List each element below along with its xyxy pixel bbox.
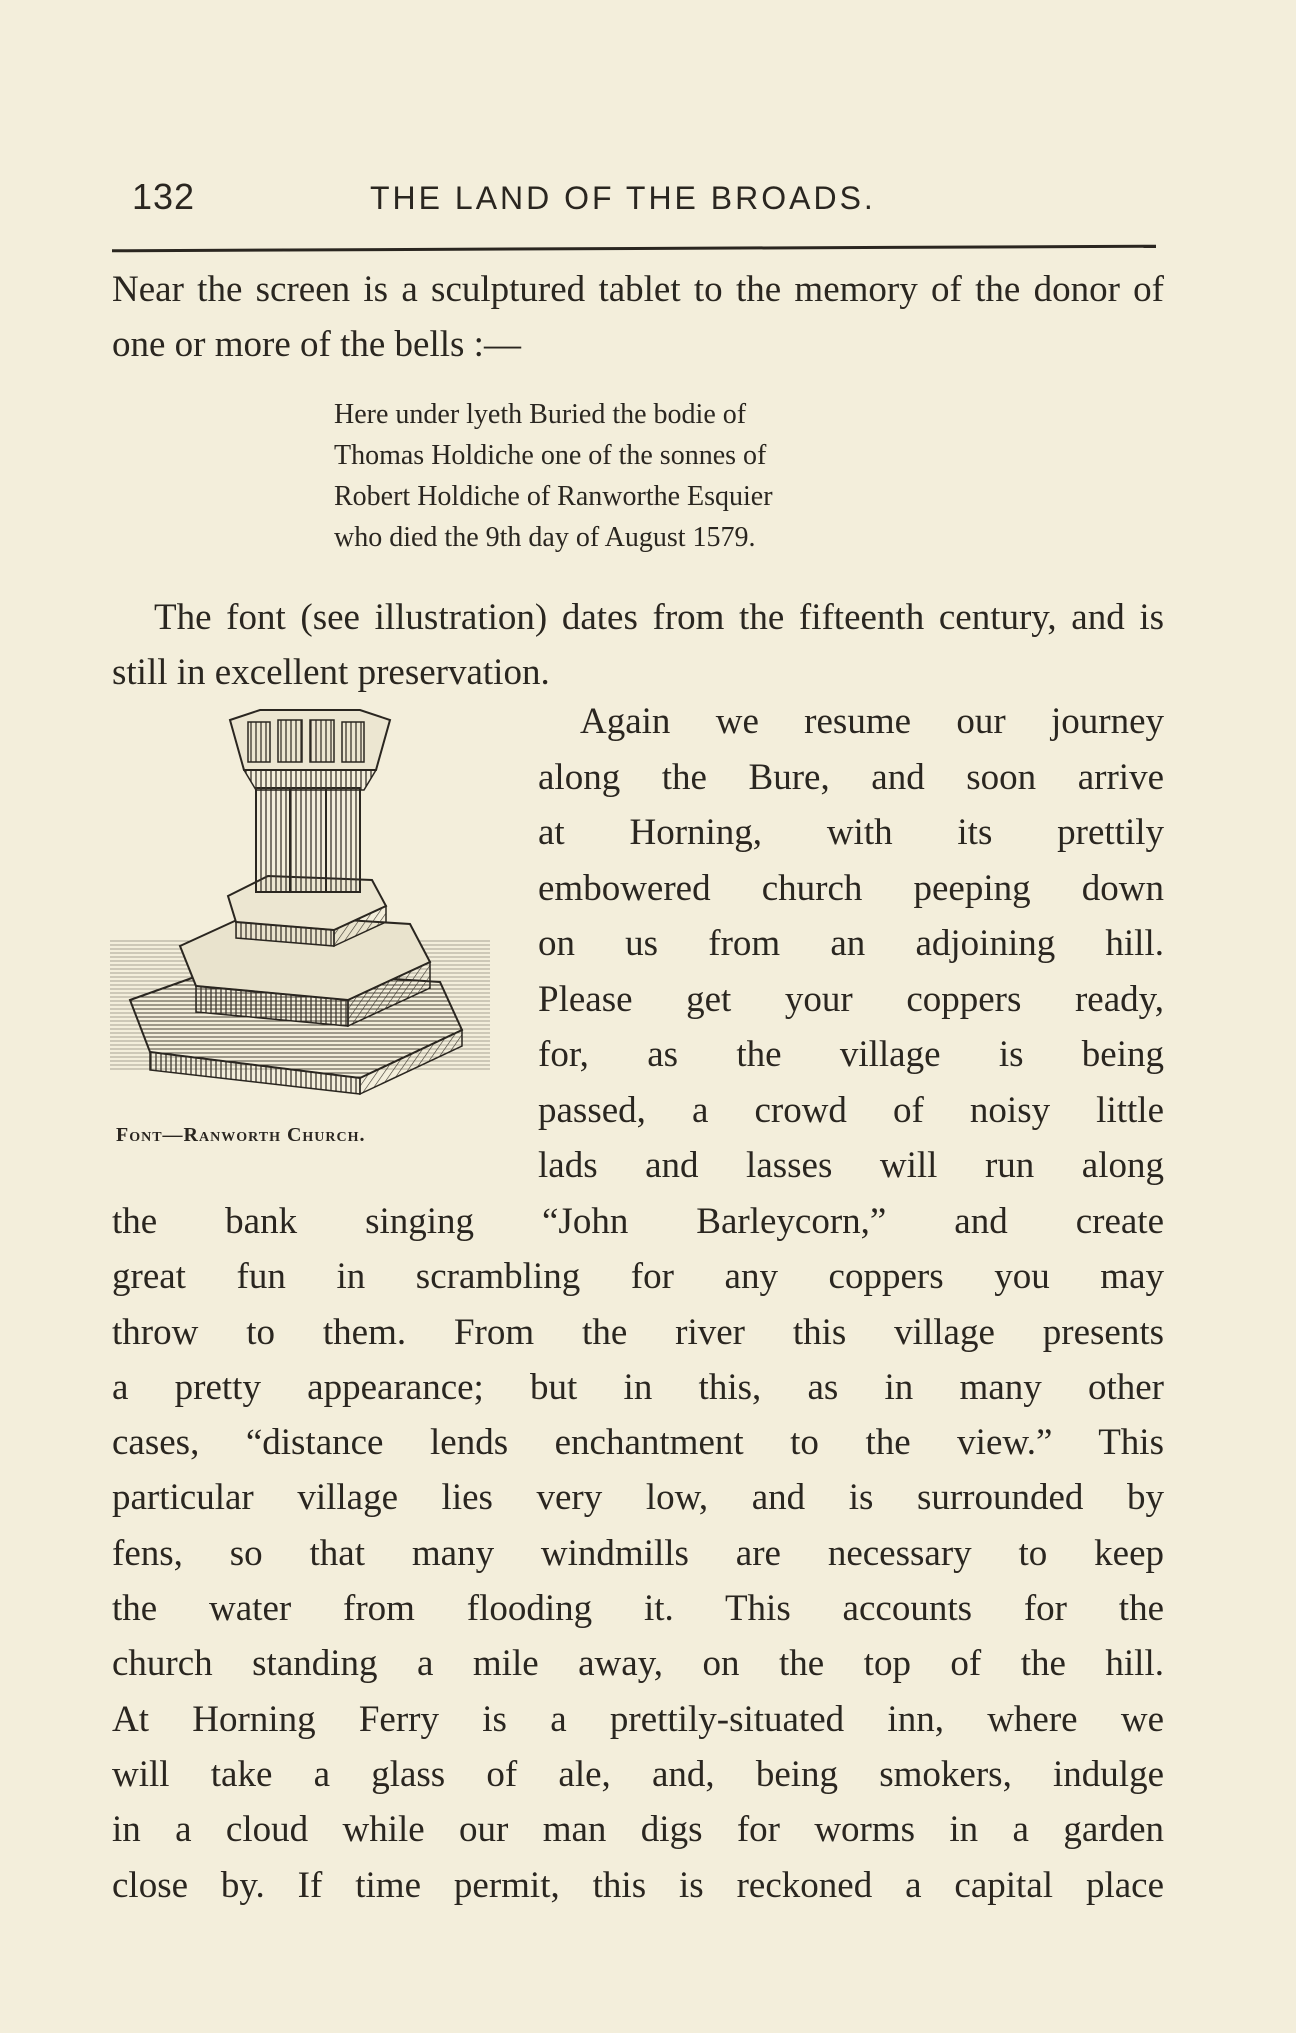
text-line: Please get your coppers ready,	[538, 978, 1164, 1020]
wrapped-paragraph	[538, 694, 1164, 1194]
text-line: embowered church peeping down	[538, 867, 1164, 909]
running-title: THE LAND OF THE BROADS.	[370, 180, 876, 216]
epitaph-line: Here under lyeth Buried the bodie of	[334, 399, 747, 430]
text-line: throw to them. From the river this village presents	[112, 1311, 1164, 1353]
page-header	[112, 172, 1156, 232]
font-paragraph-text: The font (see illustration) dates from the fifteenth century, and is still in excellent preservation.	[112, 597, 1164, 693]
text-line: a pretty appearance; but in this, as in many other	[112, 1366, 1164, 1408]
epitaph-line: Robert Holdiche of Ranworthe Esquier	[334, 481, 773, 512]
text-line: the water from flooding it. This accounts for the	[112, 1588, 1164, 1630]
body-paragraph-continued	[112, 1194, 1164, 1913]
text-line: fens, so that many windmills are necessary to keep	[112, 1532, 1164, 1574]
text-line: particular village lies very low, and is surrounded by	[112, 1477, 1164, 1519]
epitaph-line: Thomas Holdiche one of the sonnes of	[334, 440, 767, 471]
text-line: At Horning Ferry is a prettily-situated inn, where we	[112, 1698, 1164, 1740]
text-line: the bank singing “John Barleycorn,” and create	[112, 1201, 1164, 1242]
text-line: lads and lasses will run along	[538, 1145, 1164, 1186]
epitaph-inscription	[334, 394, 934, 558]
text-line: on us from an adjoining hill.	[538, 923, 1164, 964]
text-line: cases, “distance lends enchantment to the view.” This	[112, 1422, 1164, 1464]
text-line: in a cloud while our man digs for worms in a garden	[112, 1809, 1164, 1851]
text-line: for, as the village is being	[538, 1034, 1164, 1075]
page-number: 132	[132, 176, 196, 217]
intro-paragraph: Near the screen is a sculptured tablet to the memory of the donor of one or more of the bells :—	[112, 269, 1164, 365]
font-illustration	[110, 700, 502, 1160]
text-line: along the Bure, and soon arrive	[538, 756, 1164, 798]
text-line: at Horning, with its prettily	[538, 812, 1164, 853]
text-line: passed, a crowd of noisy little	[538, 1089, 1164, 1131]
font-engraving	[110, 700, 502, 1120]
font-paragraph	[112, 590, 1164, 700]
header-rule	[112, 245, 1156, 253]
text-line: church standing a mile away, on the top of the hill.	[112, 1643, 1164, 1685]
text-line: great fun in scrambling for any coppers you may	[112, 1256, 1164, 1298]
text-line: will take a glass of ale, and, being smokers, indulge	[112, 1753, 1164, 1795]
figure-caption: Font—Ranworth Church.	[116, 1124, 366, 1146]
epitaph-line: who died the 9th day of August 1579.	[334, 522, 756, 553]
text-line: close by. If time permit, this is reckoned a capital place	[112, 1864, 1164, 1906]
text-line: Again we resume our journey	[580, 701, 1164, 742]
